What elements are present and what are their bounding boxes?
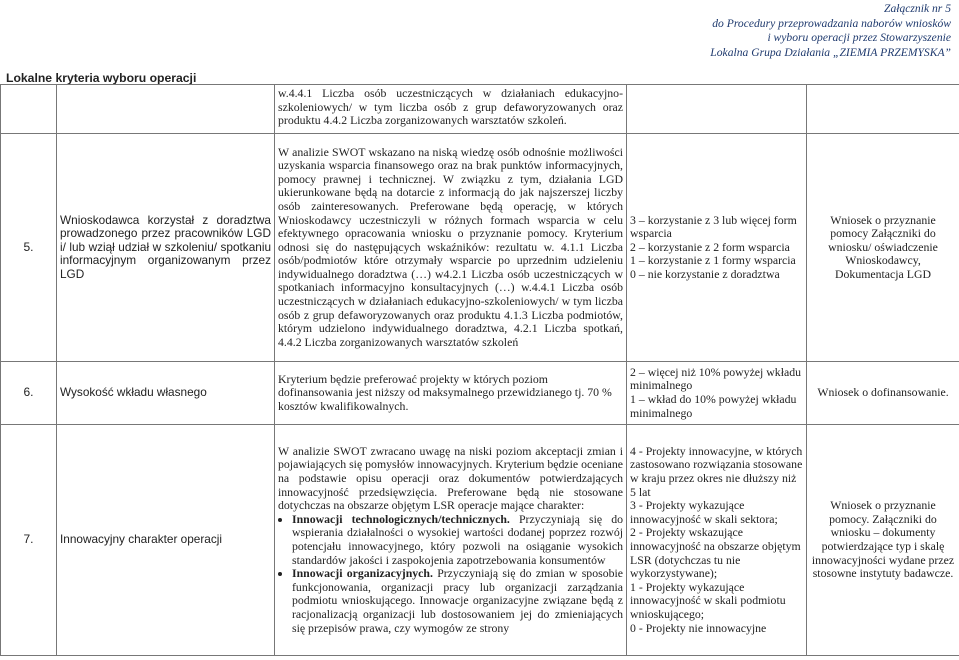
criterion-name: Innowacyjny charakter operacji bbox=[57, 425, 275, 656]
scoring-item: 1 - Projekty wykazujące innowacyjność w skali podmiotu wnioskującego; bbox=[630, 579, 786, 621]
criterion-number bbox=[1, 85, 57, 134]
table-row bbox=[1, 362, 959, 425]
scoring-item: 0 - Projekty nie innowacyjne bbox=[630, 620, 767, 635]
header-line: Załącznik nr 5 bbox=[884, 2, 951, 15]
scoring-item: 4 - Projekty innowacyjne, w których zastosowano rozwiązania stosowane w kraju przez okres nie dłuższy niż 5 lat bbox=[630, 443, 803, 499]
criterion-name bbox=[57, 85, 275, 134]
table-row bbox=[1, 134, 959, 362]
criterion-number: 7. bbox=[1, 425, 57, 656]
criterion-documents: Wniosek o przyznanie pomocy. Załączniki do wniosku – dokumenty potwierdzające typ i skalę innowacyjności wydane przez stosowne instytuty badawcze. bbox=[807, 425, 959, 656]
criterion-documents: Wniosek o dofinansowanie. bbox=[807, 362, 959, 425]
criterion-number: 5. bbox=[1, 134, 57, 362]
innovation-types-list bbox=[278, 513, 623, 635]
criteria-table bbox=[0, 84, 959, 656]
criterion-scoring bbox=[627, 85, 807, 134]
description-intro: W analizie SWOT zwracano uwagę na niski poziom akceptacji zmian i pojawiających się pomysłów innowacyjnych. Kryterium będzie oceniane na podstawie opisu operacji oraz dokumentów potwierdzających innowacyjność przedsięwzięcia. Preferowane będą nie stosowane dotychczas na obszarze objętym LSR operacje mające charakter: bbox=[278, 443, 623, 513]
criterion-number: 6. bbox=[1, 362, 57, 425]
header-line: i wyboru operacji przez Stowarzyszenie bbox=[767, 31, 951, 45]
criterion-name: Wnioskodawca korzystał z doradztwa prowadzonego przez pracowników LGD i/ lub wziął udział w szkoleniu/ spotkaniu informacyjnym organizowanym przez LGD bbox=[57, 134, 275, 362]
criterion-documents: Wniosek o przyznanie pomocy Załączniki do wniosku/ oświadczenie Wnioskodawcy, Dokumentacja LGD bbox=[807, 134, 959, 362]
scoring-item: 1 – wkład do 10% powyżej wkładu minimalnego bbox=[630, 392, 797, 420]
criterion-description: Kryterium będzie preferować projekty w których poziom dofinansowania jest niższy od maksymalnego przewidzianego tj. 70 % kosztów kwalifikowalnych. bbox=[275, 362, 627, 425]
criterion-description: w.4.4.1 Liczba osób uczestniczących w działaniach edukacyjno-szkoleniowych/ w tym liczba osób z grup defaworyzowanych oraz produktu 4.4.2 Liczba zorganizowanych warsztatów szkoleń. bbox=[275, 85, 627, 134]
scoring-item: 2 – więcej niż 10% powyżej wkładu minimalnego bbox=[630, 364, 802, 393]
table-row bbox=[1, 85, 959, 134]
header-line: do Procedury przeprowadzania naborów wniosków bbox=[712, 16, 951, 30]
scoring-item: 1 – korzystanie z 1 formy wsparcia bbox=[630, 253, 796, 268]
bullet-heading: Innowacji organizacyjnych. bbox=[292, 566, 433, 581]
bullet-heading: Innowacji technologicznych/technicznych. bbox=[292, 511, 510, 526]
scoring-item: 2 – korzystanie z 2 form wsparcia bbox=[630, 239, 790, 254]
scoring-item: 3 – korzystanie z 3 lub więcej form wsparcia bbox=[630, 212, 797, 241]
criterion-scoring bbox=[627, 425, 807, 656]
bullet-text: Przyczyniają się do zmian w sposobie funkcjonowania, organizacji pracy lub organizacji zarządzania podmiotu wnioskującego. Innowacje organizacyjne związane będą z racjonalizacją organizacji lub dostosowaniem jej do zmieniających się przepisów prawa, czy wymogów ze strony bbox=[292, 566, 623, 635]
document-title: Lokalne kryteria wyboru operacji bbox=[6, 71, 197, 85]
scoring-item: 2 - Projekty wskazujące innowacyjność na obszarze objętym LSR (dotychczas tu nie wykorzystywane); bbox=[630, 525, 801, 581]
list-item bbox=[292, 513, 623, 567]
scoring-item: 3 - Projekty wykazujące innowacyjność w skali sektora; bbox=[630, 498, 778, 526]
scoring-item: 0 – nie korzystanie z doradztwa bbox=[630, 266, 780, 281]
criterion-scoring bbox=[627, 362, 807, 425]
bullet-text: Przyczyniają się do wspierania działalności o wysokiej wartości dodanej poprzez rozwój potencjału innowacyjnego, który pozwoli na osiąganie wysokich standardów jakości i zaspokojenia zapotrzebowania konsumentów bbox=[292, 511, 623, 567]
criterion-scoring bbox=[627, 134, 807, 362]
criterion-name: Wysokość wkładu własnego bbox=[57, 362, 275, 425]
criterion-documents bbox=[807, 85, 959, 134]
header-line: Lokalna Grupa Działania „ZIEMIA PRZEMYSKA” bbox=[710, 45, 951, 59]
criterion-description: W analizie SWOT wskazano na niską wiedzę osób odnośnie możliwości uzyskania wsparcia finansowego oraz na brak punktów informacyjnych, pomocy prawnej i technicznej. W związku z tym, działania LGD ukierunkowane będą na dotarcie z informacją do jak najszerszej liczby osób zainteresowanych. Preferowane będą operację, w których Wnioskodawcy uczestniczyli w różnych formach wsparcia w celu efektywnego opracowania wniosku o przyznanie pomocy. Kryterium odnosi się do następujących wskaźników: rezultatu w. 4.1.1 Liczba osób/podmiotów które otrzymały wsparcie po uprzednim udzieleniu indywidualnego doradztwa (…) w4.2.1 Liczba osób uczestniczących w spotkaniach informacyjno konsultacyjnych (…) w.4.4.1 Liczba osób uczestniczących w działaniach edukacyjno-szkoleniowych/ w tym liczba osób z grup defaworyzowanych oraz produktu 4.1.3 Liczba podmiotów, którym udzielono indywidualnego doradztwa, 4.2.1 Liczba spotkań, 4.4.2 Liczba zorganizowanych warsztatów szkoleń bbox=[275, 134, 627, 362]
criterion-description bbox=[275, 425, 627, 656]
list-item bbox=[292, 567, 623, 635]
table-row bbox=[1, 425, 959, 656]
attachment-header bbox=[710, 2, 951, 60]
